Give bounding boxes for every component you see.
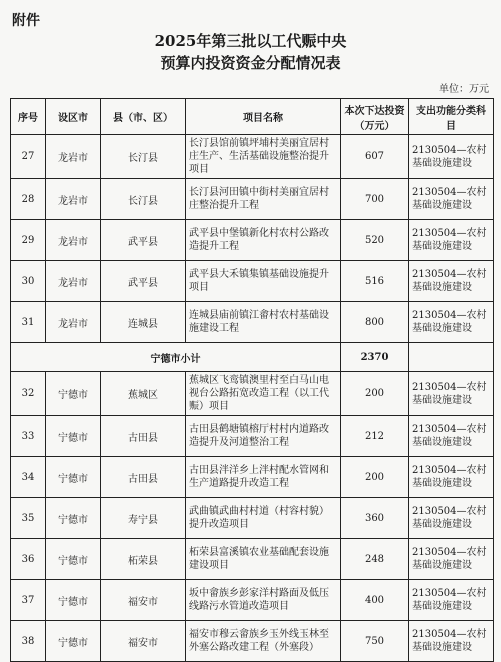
row-amount: 516 bbox=[341, 261, 409, 302]
row-county: 古田县 bbox=[101, 416, 186, 457]
col-header-project: 项目名称 bbox=[186, 99, 341, 135]
row-category: 2130504—农村基础设施建设 bbox=[409, 372, 494, 416]
row-amount: 750 bbox=[341, 621, 409, 662]
row-project-name: 蕉城区飞鸾镇澳里村至白马山电视台公路拓宽改造工程（以工代赈）项目 bbox=[186, 372, 341, 416]
row-city: 宁德市 bbox=[46, 416, 101, 457]
row-city: 龙岩市 bbox=[46, 179, 101, 220]
row-project-name: 连城县庙前镇江畬村农村基础设施建设工程 bbox=[186, 302, 341, 343]
table-row bbox=[11, 621, 494, 662]
row-category: 2130504—农村基础设施建设 bbox=[409, 179, 494, 220]
row-amount: 360 bbox=[341, 498, 409, 539]
row-amount: 520 bbox=[341, 220, 409, 261]
page-title-line1: 2025年第三批以工代赈中央 bbox=[154, 32, 347, 50]
row-amount: 212 bbox=[341, 416, 409, 457]
row-county: 福安市 bbox=[101, 621, 186, 662]
table-body-ningde bbox=[11, 372, 494, 662]
table-row bbox=[11, 416, 494, 457]
row-category: 2130504—农村基础设施建设 bbox=[409, 621, 494, 662]
table-row bbox=[11, 457, 494, 498]
row-county: 柘荣县 bbox=[101, 539, 186, 580]
table-row bbox=[11, 179, 494, 220]
table-body-longyan bbox=[11, 135, 494, 343]
row-category: 2130504—农村基础设施建设 bbox=[409, 580, 494, 621]
row-project-name: 古田县泮洋乡上泮村配水管网和生产道路提升改造工程 bbox=[186, 457, 341, 498]
table-row bbox=[11, 135, 494, 179]
attachment-label: 附件 bbox=[12, 13, 40, 29]
row-category: 2130504—农村基础设施建设 bbox=[409, 416, 494, 457]
subtotal-label: 宁德市小计 bbox=[11, 343, 341, 372]
row-number: 32 bbox=[11, 372, 46, 416]
row-number: 36 bbox=[11, 539, 46, 580]
row-number: 37 bbox=[11, 580, 46, 621]
row-category: 2130504—农村基础设施建设 bbox=[409, 539, 494, 580]
row-number: 33 bbox=[11, 416, 46, 457]
unit-label: 单位：万元 bbox=[439, 84, 489, 95]
col-header-city: 设区市 bbox=[46, 99, 101, 135]
row-number: 27 bbox=[11, 135, 46, 179]
row-category: 2130504—农村基础设施建设 bbox=[409, 302, 494, 343]
row-city: 宁德市 bbox=[46, 621, 101, 662]
row-project-name: 坂中畲族乡彭家洋村路面及低压线路污水管道改造项目 bbox=[186, 580, 341, 621]
row-project-name: 长汀县馆前镇坪埔村美丽宜居村庄生产、生活基础设施整治提升项目 bbox=[186, 135, 341, 179]
row-number: 30 bbox=[11, 261, 46, 302]
row-project-name: 柘荣县富溪镇农业基础配套设施建设项目 bbox=[186, 539, 341, 580]
table-row bbox=[11, 498, 494, 539]
row-number: 35 bbox=[11, 498, 46, 539]
row-category: 2130504—农村基础设施建设 bbox=[409, 135, 494, 179]
row-amount: 400 bbox=[341, 580, 409, 621]
row-county: 蕉城区 bbox=[101, 372, 186, 416]
row-amount: 700 bbox=[341, 179, 409, 220]
row-category: 2130504—农村基础设施建设 bbox=[409, 498, 494, 539]
row-category: 2130504—农村基础设施建设 bbox=[409, 220, 494, 261]
row-city: 龙岩市 bbox=[46, 220, 101, 261]
row-project-name: 武曲镇武曲村村道（村容村貌）提升改造项目 bbox=[186, 498, 341, 539]
row-number: 38 bbox=[11, 621, 46, 662]
row-county: 寿宁县 bbox=[101, 498, 186, 539]
row-number: 28 bbox=[11, 179, 46, 220]
table-row bbox=[11, 539, 494, 580]
row-city: 宁德市 bbox=[46, 539, 101, 580]
row-project-name: 福安市穆云畲族乡玉外线玉林至外塞公路改建工程（外塞段） bbox=[186, 621, 341, 662]
row-project-name: 武平县中堡镇新化村农村公路改造提升工程 bbox=[186, 220, 341, 261]
allocation-table bbox=[10, 98, 494, 662]
row-county: 长汀县 bbox=[101, 135, 186, 179]
row-county: 武平县 bbox=[101, 220, 186, 261]
row-county: 连城县 bbox=[101, 302, 186, 343]
subtotal-amount: 2370 bbox=[341, 343, 409, 372]
row-city: 宁德市 bbox=[46, 498, 101, 539]
row-category: 2130504—农村基础设施建设 bbox=[409, 261, 494, 302]
row-project-name: 长汀县河田镇中街村美丽宜居村庄整治提升工程 bbox=[186, 179, 341, 220]
col-header-no: 序号 bbox=[11, 99, 46, 135]
table-row bbox=[11, 372, 494, 416]
row-amount: 200 bbox=[341, 372, 409, 416]
row-county: 古田县 bbox=[101, 457, 186, 498]
row-amount: 200 bbox=[341, 457, 409, 498]
row-city: 宁德市 bbox=[46, 372, 101, 416]
col-header-category: 支出功能分类科目 bbox=[409, 99, 494, 135]
subtotal-row bbox=[11, 343, 494, 372]
row-number: 29 bbox=[11, 220, 46, 261]
row-amount: 607 bbox=[341, 135, 409, 179]
row-number: 31 bbox=[11, 302, 46, 343]
page-title-line2: 预算内投资资金分配情况表 bbox=[160, 54, 341, 72]
row-city: 龙岩市 bbox=[46, 302, 101, 343]
row-project-name: 古田县鹤塘镇榕厅村村内道路改造提升及河道整治工程 bbox=[186, 416, 341, 457]
table-body-subtotal bbox=[11, 343, 494, 372]
row-project-name: 武平县大禾镇集镇基础设施提升项目 bbox=[186, 261, 341, 302]
col-header-amount: 本次下达投资（万元） bbox=[341, 99, 409, 135]
row-category: 2130504—农村基础设施建设 bbox=[409, 457, 494, 498]
table-row bbox=[11, 580, 494, 621]
row-county: 长汀县 bbox=[101, 179, 186, 220]
table-header-row bbox=[11, 99, 494, 135]
row-number: 34 bbox=[11, 457, 46, 498]
row-amount: 248 bbox=[341, 539, 409, 580]
table-row bbox=[11, 220, 494, 261]
col-header-county: 县（市、区） bbox=[101, 99, 186, 135]
row-city: 龙岩市 bbox=[46, 135, 101, 179]
row-city: 宁德市 bbox=[46, 580, 101, 621]
subtotal-empty-cell bbox=[409, 343, 494, 372]
table-row bbox=[11, 261, 494, 302]
table-row bbox=[11, 302, 494, 343]
row-city: 龙岩市 bbox=[46, 261, 101, 302]
row-county: 武平县 bbox=[101, 261, 186, 302]
row-city: 宁德市 bbox=[46, 457, 101, 498]
row-amount: 800 bbox=[341, 302, 409, 343]
row-county: 福安市 bbox=[101, 580, 186, 621]
